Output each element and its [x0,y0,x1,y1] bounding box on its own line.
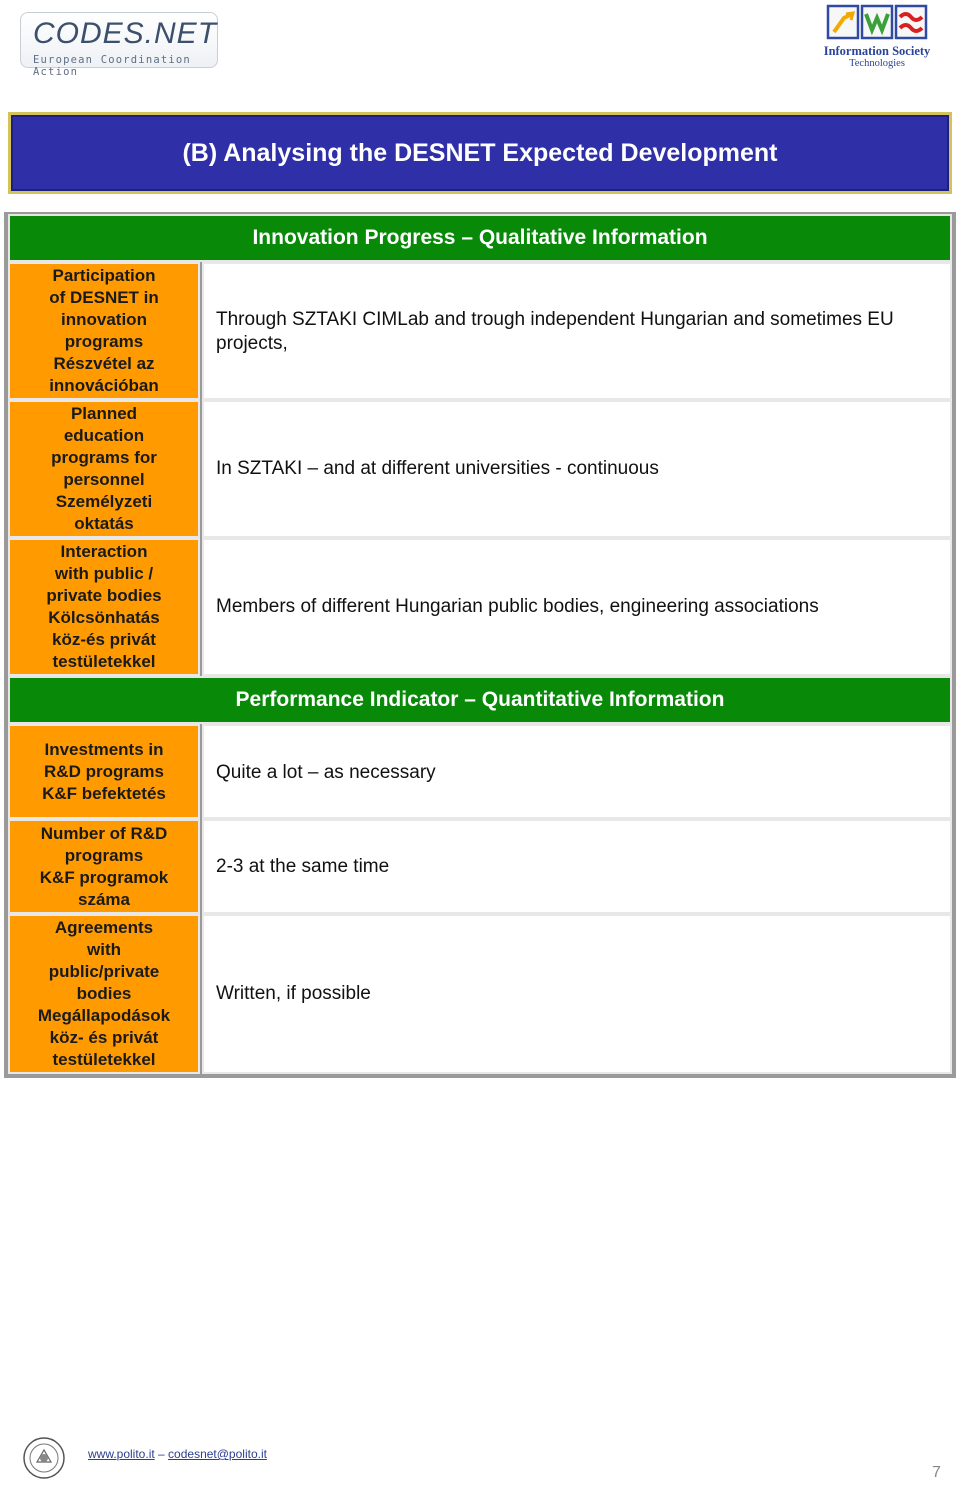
row-value-interaction: Members of different Hungarian public bodies, engineering associations [202,538,952,676]
label-line: R&D programs [44,761,164,781]
row-label-education [8,400,200,538]
ist-emblem-icon [826,4,928,42]
row-value-number: 2-3 at the same time [202,819,952,914]
ist-line2: Technologies [849,58,905,69]
row-label-participation [8,262,200,400]
row-label-interaction [8,538,200,676]
label-line: Participation [52,266,156,285]
label-line: innovációban [49,376,159,395]
ist-logo [806,4,948,70]
label-line: programs [64,845,144,865]
codesnet-subtitle: European Coordination Action [33,54,191,78]
label-line: bodies [76,984,132,1003]
label-line: public/private [48,962,160,981]
label-line: with public / [54,564,154,583]
quantitative-heading: Performance Indicator – Quantitative Information [8,676,952,724]
label-line: of DESNET in [49,288,159,307]
title-band [8,112,952,194]
label-line: Személyzeti [55,492,153,511]
label-line: programs [64,332,144,351]
label-line: education [63,426,145,445]
label-line: programs for [51,448,157,467]
label-line: Részvétel az [53,354,155,373]
label-line: personnel [63,470,145,489]
row-value-participation: Through SZTAKI CIMLab and trough independent Hungarian and sometimes EU projects, [202,262,952,400]
polito-link[interactable]: www.polito.it [88,1447,155,1461]
label-line: Agreements [54,918,154,937]
row-label-agreements [8,914,200,1074]
email-link[interactable]: codesnet@polito.it [168,1447,267,1461]
footer-separator: – [154,1447,169,1461]
row-value-agreements: Written, if possible [202,914,952,1074]
ist-line1: Information Society [823,44,931,58]
label-line: köz-és privát [52,630,156,649]
label-line: száma [78,889,130,909]
label-line: with [87,940,121,959]
label-line: Number of R&D [40,823,168,843]
label-line: innovation [61,310,147,329]
label-line: köz- és privát [49,1028,159,1047]
row-value-investments: Quite a lot – as necessary [202,724,952,819]
row-label-number [8,819,200,914]
page-number: 7 [932,1464,941,1481]
label-line: Kölcsönhatás [48,608,160,627]
label-line: K&F befektetés [42,783,166,803]
label-line: Investments in [44,739,164,759]
label-line: private bodies [46,586,162,605]
codesnet-logo [20,12,218,78]
codesnet-brand: CODES.NET [33,17,218,50]
development-table [4,212,956,1078]
label-line: K&F programok [39,867,169,887]
polito-seal-icon [22,1436,66,1480]
label-line: testületekkel [52,652,156,671]
row-label-investments [8,724,200,819]
page-title: (B) Analysing the DESNET Expected Development [182,138,778,167]
footer-links [88,1447,267,1461]
label-line: Megállapodások [37,1006,171,1025]
qualitative-heading: Innovation Progress – Qualitative Information [8,214,952,262]
label-line: testületekkel [52,1050,156,1069]
label-line: Planned [70,404,138,423]
label-line: oktatás [74,514,134,533]
label-line: Interaction [60,542,148,561]
row-value-education: In SZTAKI – and at different universities - continuous [202,400,952,538]
